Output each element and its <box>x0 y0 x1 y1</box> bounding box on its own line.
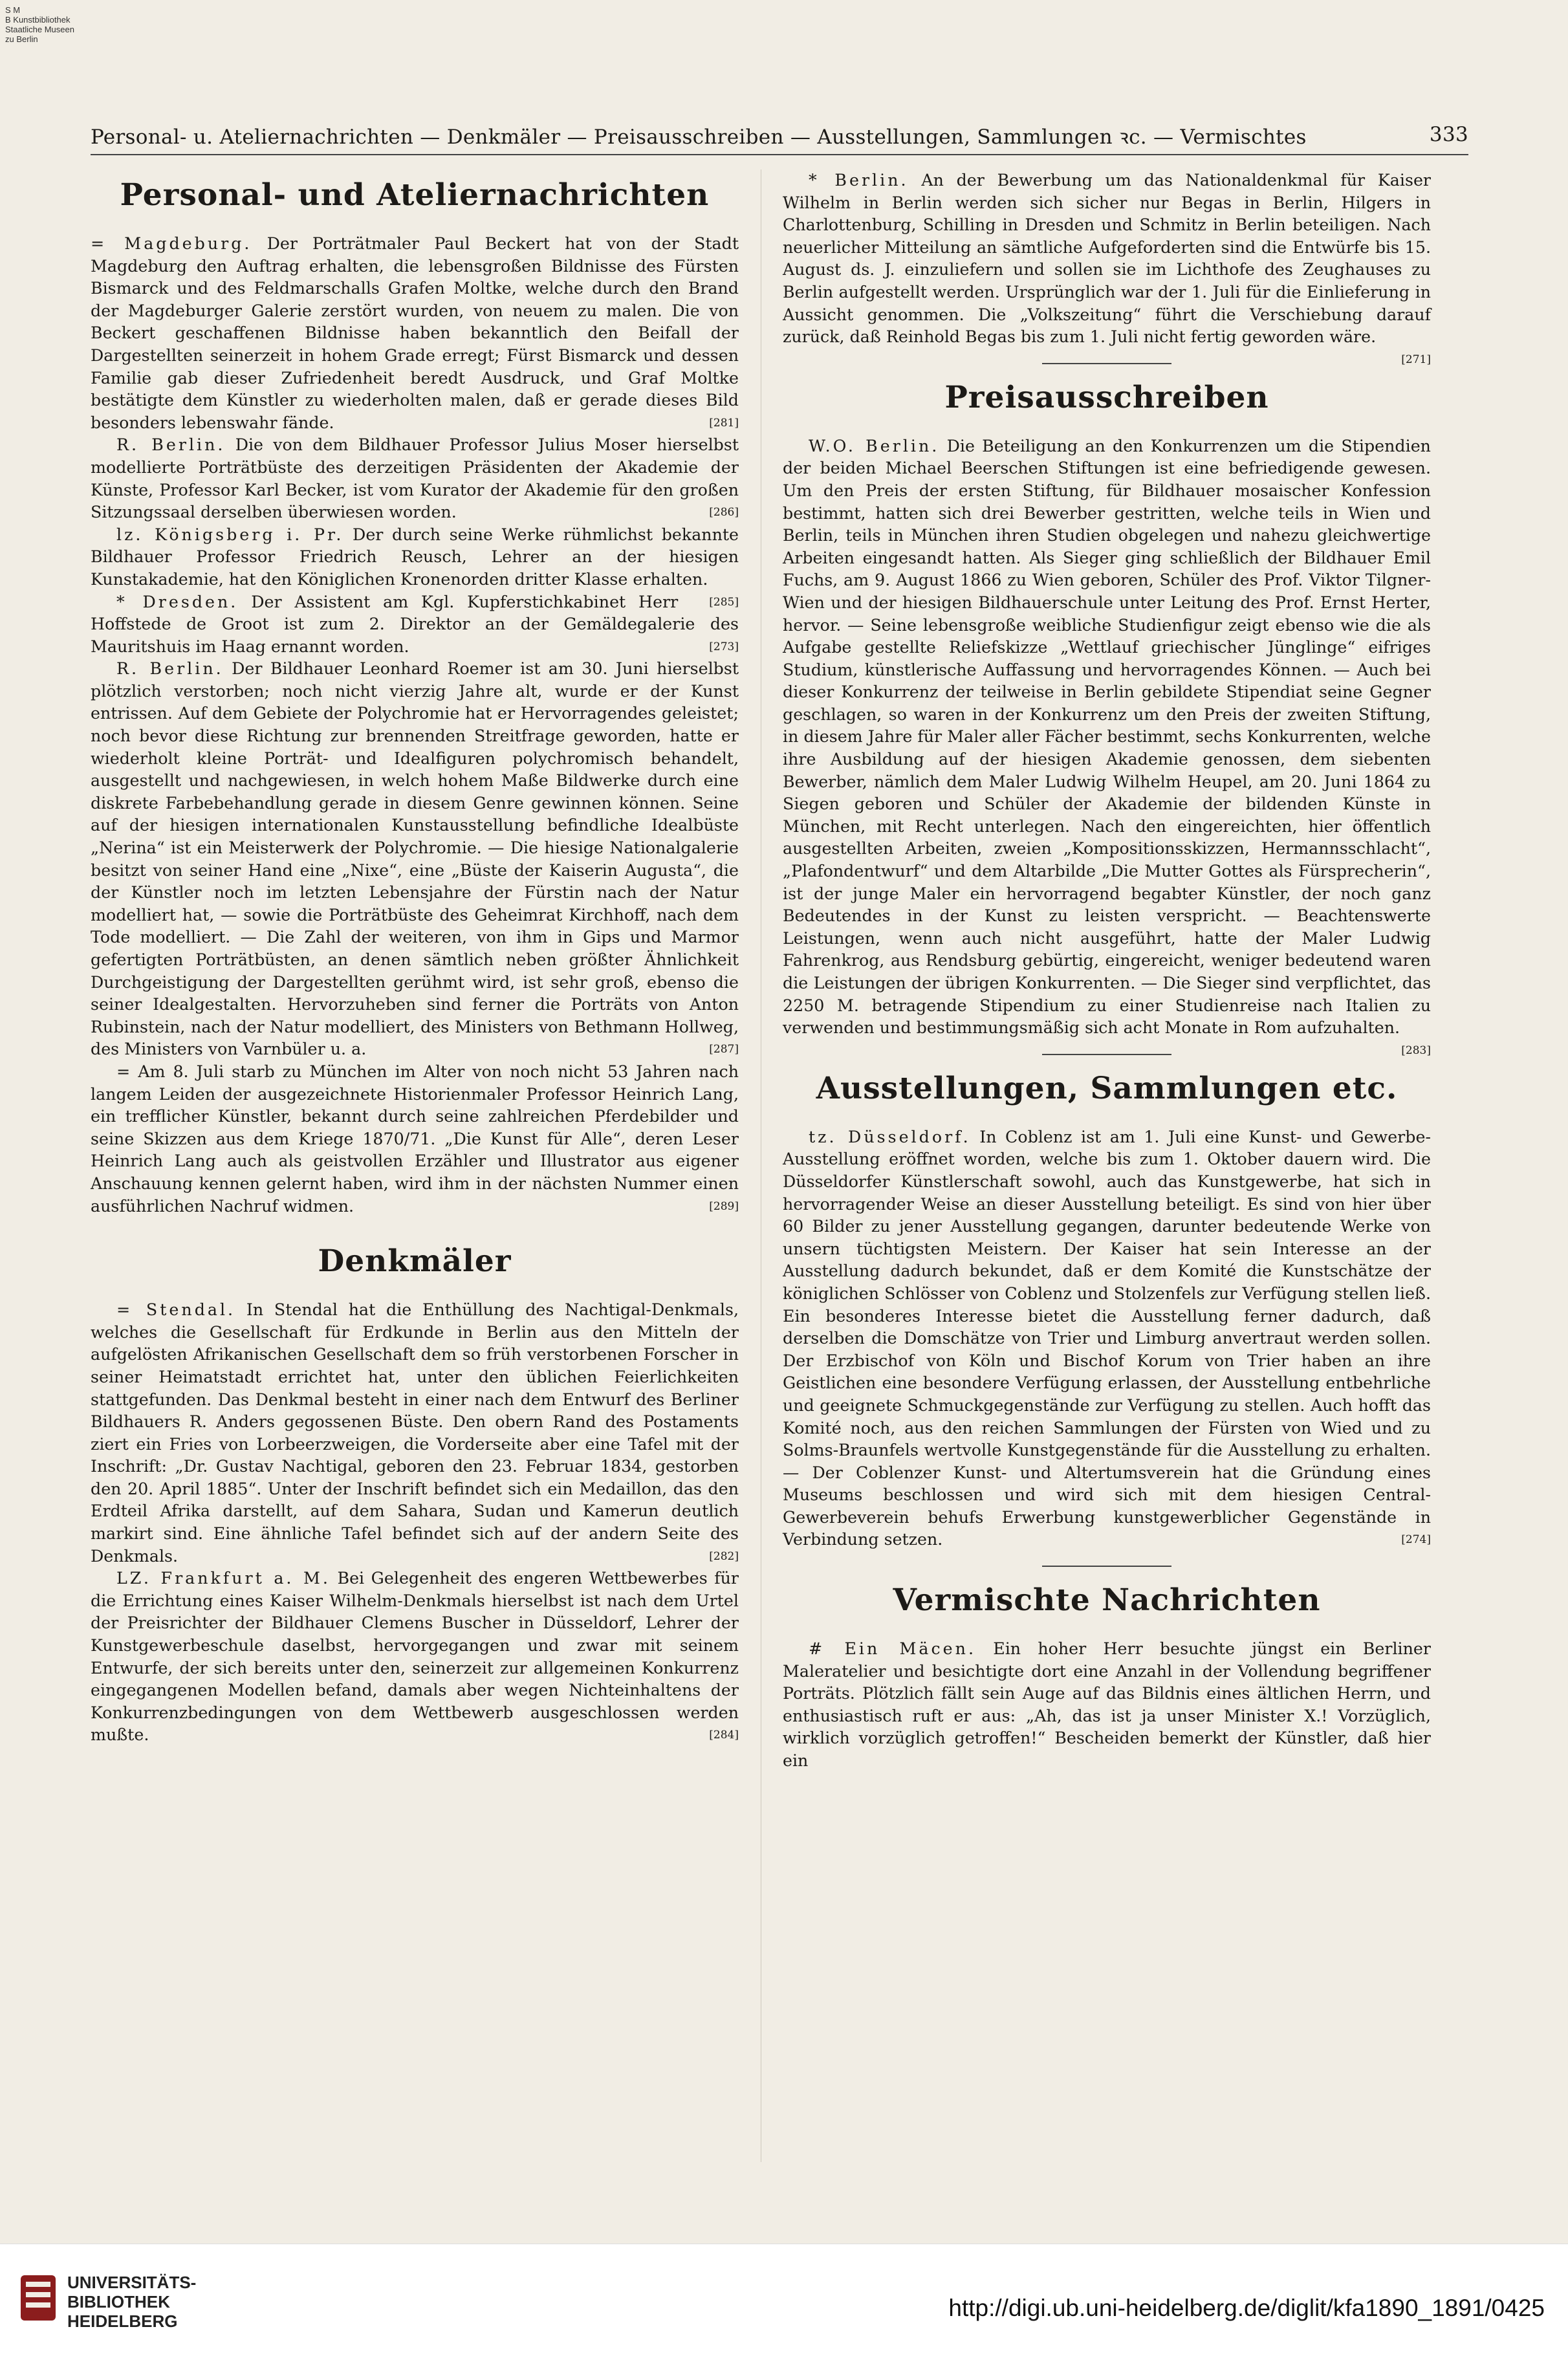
article-lead: tz. Düsseldorf. <box>809 1127 971 1146</box>
article-lead: # Ein Mäcen. <box>809 1639 976 1659</box>
stamp-line: S M <box>5 5 21 15</box>
running-head-title: Personal- u. Ateliernachrichten — Denkmäler — Preisausschreiben — Ausstellungen, Sammlungen ꝛc. — Vermischtes <box>91 126 1307 149</box>
permalink-url[interactable]: http://digi.ub.uni-heidelberg.de/diglit/kfa1890_1891/0425 <box>948 2295 1545 2321</box>
article-body: Der Porträtmaler Paul Beckert hat von der Stadt Magdeburg den Auftrag erhalten, die lebensgroßen Bildnisse des Fürsten Bismarck und des Feldmarschalls Grafen Moltke, welche durch den Brand der Magdeburger Galerie zerstört wurden, von neuem zu malen. Die von Beckert geschaffenen Bildnisse haben bekanntlich den Beifall der Dargestellten seinerzeit in hohem Grade erregt; Fürst Bismarck und dessen Familie gab dieser Zufriedenheit beredt Ausdruck, und Graf Moltke bestätigte dem Künstler zu wiederholten malen, daß er gerade dieses Bild besonders lebenswahr fände. <box>91 234 739 432</box>
article-ref: [282] <box>709 1549 739 1563</box>
left-column <box>91 169 739 1747</box>
article-paragraph <box>783 169 1432 366</box>
section-title-vermischte: Vermischte Nachrichten <box>893 1582 1321 1619</box>
article-ref: [274] <box>1401 1533 1431 1547</box>
article-lead: W.O. Berlin. <box>809 436 940 455</box>
library-logo-text <box>67 2273 196 2331</box>
article-body: starb zu München im Alter von noch nicht 53 Jahren nach langem Leiden der ausgezeichnete Historienmaler Professor Heinrich Lang, ein trefflicher Künstler, bekannt durch seine zahlreichen Pferdebilder und seine Skizzen aus dem Kriege 1870/71. „Die Kunst für Alle“, deren Leser Heinrich Lang auch als geistvollen Erzähler und Illustrator aus eigener Anschauung kennen gelernt haben, wird ihm in der nächsten Nummer einen ausführlichen Nachruf widmen. <box>91 1062 739 1216</box>
article-body: Ein hoher Herr besuchte jüngst ein Berliner Maleratelier und besichtigte dort eine Anzahl in der Vollendung begriffener Porträts. Plötzlich fällt sein Auge auf das Bildnis eines ältlichen Herrn, und enthusiastisch ruft er aus: „Ah, das ist ja unser Minister X.! Vorzüglich, wirklich vorzüglich getroffen!“ Bescheiden bemerkt der Künstler, daß hier ein <box>783 1639 1431 1771</box>
article-paragraph <box>783 1126 1431 1551</box>
article-lead: R. Berlin. <box>116 435 226 455</box>
article-lead: * Dresden. <box>116 592 239 611</box>
article-paragraph <box>91 658 739 1061</box>
article-lead: R. Berlin. <box>116 659 224 679</box>
running-head <box>91 123 1468 150</box>
article-body: Die von dem Bildhauer Professor Julius Moser hierselbst modellierte Porträtbüste des derzeitigen Präsidenten der Akademie der Künste, Professor Karl Becker, ist vom Kurator der Akademie für den großen Sitzungssaal derselben überwiesen worden. <box>91 435 739 522</box>
article-body: Der durch seine Werke rühmlichst bekannte Bildhauer Professor Friedrich Reusch, Lehrer an der hiesigen Kunstakademie, hat den Königlichen Kronenorden dritter Klasse erhalten. <box>91 525 739 589</box>
article-ref: [286] <box>709 506 739 519</box>
logo-line: HEIDELBERG <box>67 2311 178 2331</box>
article-ref: [271] <box>1401 353 1431 366</box>
article-ref: [285] <box>709 595 739 609</box>
section-rule <box>1042 363 1171 364</box>
library-stamp <box>5 5 89 44</box>
header-rule <box>91 154 1468 155</box>
article-lead: = Magdeburg. <box>91 234 252 253</box>
article-lead: lz. Königsberg i. Pr. <box>116 525 344 544</box>
stamp-line: zu Berlin <box>5 34 38 44</box>
section-title-ausstellungen: Ausstellungen, Sammlungen etc. <box>816 1070 1398 1106</box>
section-rule <box>1042 1566 1171 1567</box>
logo-line: UNIVERSITÄTS- <box>67 2273 197 2292</box>
stamp-line: Staatliche Museen <box>5 25 74 34</box>
article-body: Die Beteiligung an den Konkurrenzen um die Stipendien der beiden Michael Beerschen Stiftungen ist eine befriedigende gewesen. Um den Preis der ersten Stiftung, für Bildhauer mosaischer Konfession bestimmt, hatten sich drei Bewerber gestritten, welche teils in Wien und Berlin, teils in München ihren Studien obgelegen und nahezu gleichwertige Arbeiten eingesandt hatten. Als Sieger ging schließlich der Bildhauer Emil Fuchs, am 9. August 1866 zu Wien geboren, Schüler des Prof. Viktor Tilgner-Wien und der hiesigen Bildhauerschule unter Leitung des Prof. Ernst Herter, hervor. — Seine lebensgroße weibliche Studienfigur zeigt ebenso wie die als Aufgabe gestellte Reliefskizze „Wettlauf griechischer Jünglinge“ eifriges Studium, künstlerische Auffassung und hervorragendes Können. — Auch bei dieser Konkurrenz der teilweise in Berlin gebildete Stipendiat seine Gegner geschlagen, so waren in der Konkurrenz um den Preis der zweiten Stiftung, in diesem Jahre für Maler aller Fächer bestimmt, sechs Konkurrenten, welche ihre Ausbildung auf der hiesigen Akademie genossen, dem siebenten Bewerber, nämlich dem Maler Ludwig Wilhelm Heupel, am 20. Juni 1864 zu Siegen geboren und Schüler der Akademie der bildenden Künste in München, mit Recht unterlegen. Nach den eingereichten, hier öffentlich ausgestellten Arbeiten, zweien „Kompositionsskizzen, Hermannsschlacht“, „Plafondentwurf“ und dem Altarbilde „Die Mutter Gottes als Fürsprecherin“, ist der junge Maler ein hervorragend begabter Künstler, der noch ganz Bedeutendes in der Kunst zu leisten verspricht. — Beachtenswerte Leistungen, wenn auch nicht ausgeführt, hatte der Maler Ludwig Fahrenkrog, aus Rendsburg gebürtig, eingereicht, weniger bedeutend waren die Leistungen der übrigen Konkurrenten. — Die Sieger sind verpflichtet, das 2250 M. betragende Stipendium zu einer Studienreise nach Italien zu verwenden und bestimmungsmäßig sich acht Monate in Rom aufzuhalten. <box>783 436 1431 1038</box>
article-lead: = Am 8. Juli <box>116 1062 224 1081</box>
stamp-line: B Kunstbibliothek <box>5 15 71 25</box>
section-title-denkmaeler: Denkmäler <box>318 1243 512 1280</box>
article-ref: [284] <box>709 1729 739 1742</box>
article-lead: LZ. Frankfurt a. M. <box>116 1569 331 1588</box>
section-title-personal: Personal- und Ateliernachrichten <box>120 177 710 213</box>
article-paragraph <box>91 1568 739 1747</box>
section-rule <box>1042 1054 1171 1055</box>
article-lead: = Stendal. <box>116 1300 236 1320</box>
article-paragraph <box>783 1638 1431 1773</box>
article-body: Der Bildhauer Leonhard Roemer ist am 30. Juni hierselbst plötzlich verstorben; noch nicht vierzig Jahre alt, wurde er der Kunst entrissen. Auf dem Gebiete der Polychromie hat er Hervorragendes geleistet; noch bevor diese Richtung zur brennenden Streitfrage geworden, hatte er wiederholt kleine Porträt- und Idealfiguren polychromisch behandelt, ausgestellt und nachgewiesen, in welch hohem Maße Bildwerke durch eine diskrete Farbebehandlung gerade in diesem Genre gewinnen können. Seine auf der hiesigen internationalen Kunstausstellung befindliche Idealbüste „Nerina“ ist ein Meisterwerk der Polychromie. — Die hiesige Nationalgalerie besitzt von seiner Hand eine „Nixe“, eine „Büste der Kaiserin Augusta“, die der Künstler noch im letzten Lebensjahre der Fürstin nach der Natur modelliert hat, — sowie die Porträtbüste des Geheimrat Kirchhoff, nach dem Tode modelliert. — Die Zahl der weiteren, von ihm in Gips und Marmor gefertigten Porträtbüsten, an denen sämtlich neben größter Ähnlichkeit Durchgeistigung der Dargestellten gerühmt wird, ist sehr groß, ebenso die seiner Idealgestalten. Hervorzuheben sind ferner die Porträts von Anton Rubinstein, nach der Natur modelliert, des Ministers von Bethmann Hollweg, des Ministers von Varnbüler u. a. <box>91 659 739 1059</box>
section-title-preisausschreiben: Preisausschreiben <box>944 379 1269 415</box>
viewer-footer <box>0 2244 1568 2360</box>
article-body: Bei Gelegenheit des engeren Wettbewerbes für die Errichtung eines Kaiser Wilhelm-Denkmals hierselbst ist nach dem Urtel der Preisrichter der Bildhauer Clemens Buscher in Düsseldorf, Lehrer der Kunstgewerbeschule daselbst, hervorgegangen und zwar mit seinem Entwurfe, der sich bereits unter den, seinerzeit zur allgemeinen Konkurrenz eingegangenen Modellen befand, damals aber wegen Nichteinhaltens der Konkurrenzbedingungen von dem Wettbewerb ausgeschlossen werden mußte. <box>91 1569 739 1745</box>
article-body: In Stendal hat die Enthüllung des Nachtigal-Denkmals, welches die Gesellschaft für Erdkunde in Berlin aus den Mitteln der aufgelösten Afrikanischen Gesellschaft dem so früh verstorbenen Forscher in seiner Heimatstadt errichtet hat, unter den üblichen Feierlichkeiten stattgefunden. Das Denkmal besteht in einer nach dem Entwurf des Berliner Bildhauers R. Anders gegossenen Büste. Den obern Rand des Postaments ziert ein Fries von Lorbeerzweigen, die Vorderseite aber eine Tafel mit der Inschrift: „Dr. Gustav Nachtigal, geboren den 23. Februar 1834, gestorben den 20. April 1885“. Unter der Inschrift befindet sich ein Medaillon, das den Erdteil Afrika darstellt, auf dem Sahara, Sudan und Kamerun deutlich markirt sind. Eine ähnliche Tafel befindet sich auf der andern Seite des Denkmals. <box>91 1300 739 1566</box>
article-paragraph <box>91 233 739 434</box>
page-number: 333 <box>1429 123 1468 146</box>
logo-line: BIBLIOTHEK <box>67 2292 170 2311</box>
article-body: In Coblenz ist am 1. Juli eine Kunst- und Gewerbe-Ausstellung eröffnet worden, welche bis zum 1. Oktober dauern wird. Die Düsseldorfer Künstlerschaft sowohl, auch das Kunstgewerbe, hat sich in hervorragender Weise an dieser Ausstellung beteiligt. Es sind von hier über 60 Bilder zu jener Ausstellung gegangen, darunter bedeutende Werke von unsern tüchtigsten Meistern. Der Kaiser hat sein Interesse an der Ausstellung dadurch bekundet, daß er dem Komité die Kunstschätze der königlichen Schlösser von Coblenz und Stolzenfels zur Verfügung stellen ließ. Ein besonderes Interesse bietet die Ausstellung ferner dadurch, daß derselben die Domschätze von Trier und Limburg anvertraut werden sollen. Der Erzbischof von Köln und Bischof Korum von Trier haben an ihre Geistlichen eine besondere Verfügung erlassen, der Ausstellung entbehrliche und geeignete Schmuckgegenstände zur Verfügung zu stellen. Auch hofft das Komité noch, aus den reichen Sammlungen der Fürsten von Wied und zu Solms-Braunfels wertvolle Kunstgegenstände für die Ausstellung zu erhalten. — Der Coblenzer Kunst- und Altertumsverein hat die Gründung eines Museums beschlossen und wird sich mit dem hiesigen Central-Gewerbeverein behufs Erwerbung kunstgewerblicher Gegenstände in Verbindung setzen. <box>783 1127 1431 1549</box>
article-body: An der Bewerbung um das Nationaldenkmal für Kaiser Wilhelm in Berlin werden sich sicher nur Begas in Berlin, Hilgers in Charlottenburg, Schilling in Dresden und Schmitz in Berlin beteiligen. Nach neuerlicher Mitteilung an sämtliche Aufgeforderten sind die Entwürfe bis 15. August ds. J. einzuliefern und sollen sie im Lichthofe des Zeughauses zu Berlin aufgestellt werden. Ursprünglich war der 1. Juli für die Einlieferung in Aussicht genommen. Die „Volkszeitung“ führt die Verschiebung darauf zurück, daß Reinhold Begas bis zum 1. Juli nicht fertig geworden wäre. <box>783 171 1432 347</box>
article-ref: [287] <box>709 1043 739 1056</box>
right-column <box>783 169 1431 1773</box>
article-ref: [283] <box>1401 1043 1431 1057</box>
article-body: Der Assistent am Kgl. Kupferstichkabinet Herr Hoffstede de Groot ist zum 2. Direktor an der Gemäldegalerie des Mauritshuis im Haag ernannt worden. <box>91 592 739 656</box>
university-seal-icon <box>18 2271 58 2330</box>
article-paragraph <box>91 1061 739 1218</box>
article-paragraph <box>91 591 739 659</box>
article-lead: * Berlin. <box>809 171 909 190</box>
article-paragraph <box>91 1299 739 1568</box>
article-ref: [281] <box>709 416 739 430</box>
article-ref: [289] <box>709 1199 739 1213</box>
article-ref: [273] <box>709 640 739 653</box>
article-paragraph <box>91 434 739 523</box>
article-paragraph <box>783 435 1431 1057</box>
